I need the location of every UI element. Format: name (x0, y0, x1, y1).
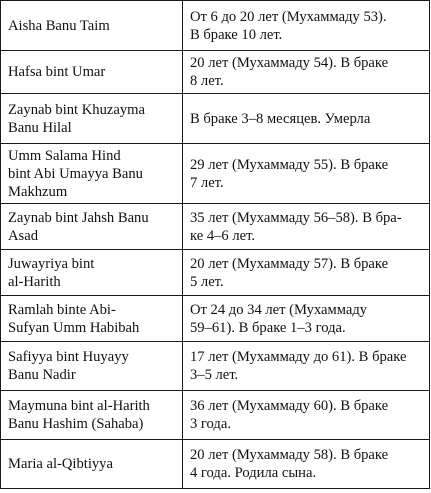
name-cell: Umm Salama Hind bint Abi Umayya Banu Makhzum (1, 144, 183, 204)
table-row (1, 440, 430, 489)
table-row (1, 94, 430, 144)
info-cell: 35 лет (Мухаммаду 56–58). В бра- ке 4–6 лет. (182, 204, 429, 250)
info-cell: 20 лет (Мухаммаду 54). В браке 8 лет. (182, 51, 429, 94)
name-cell: Juwayriya bint al-Harith (1, 250, 183, 296)
table-row (1, 391, 430, 440)
table-row (1, 144, 430, 204)
name-cell: Zaynab bint Jahsh Banu Asad (1, 204, 183, 250)
info-cell: От 6 до 20 лет (Мухаммаду 53). В браке 10 лет. (182, 1, 429, 51)
table-row (1, 1, 430, 51)
info-cell: В браке 3–8 месяцев. Умерла (182, 94, 429, 144)
name-cell: Hafsa bint Umar (1, 51, 183, 94)
info-cell: 20 лет (Мухаммаду 58). В браке 4 года. Родила сына. (182, 440, 429, 489)
name-cell: Zaynab bint Khuzayma Banu Hilal (1, 94, 183, 144)
info-cell: 20 лет (Мухаммаду 57). В браке 5 лет. (182, 250, 429, 296)
info-cell: От 24 до 34 лет (Мухаммаду 59–61). В браке 1–3 года. (182, 296, 429, 342)
name-cell: Maymuna bint al-Harith Banu Hashim (Sahaba) (1, 391, 183, 440)
name-cell: Safiyya bint Huyayy Banu Nadir (1, 342, 183, 391)
table-row (1, 296, 430, 342)
info-cell: 36 лет (Мухаммаду 60). В браке 3 года. (182, 391, 429, 440)
name-cell: Maria al-Qibtiyya (1, 440, 183, 489)
table-row (1, 342, 430, 391)
name-cell: Ramlah binte Abi- Sufyan Umm Habibah (1, 296, 183, 342)
name-cell: Aisha Banu Taim (1, 1, 183, 51)
table-row (1, 250, 430, 296)
table-row (1, 204, 430, 250)
info-cell: 17 лет (Мухаммаду до 61). В браке 3–5 лет. (182, 342, 429, 391)
table-row (1, 51, 430, 94)
info-cell: 29 лет (Мухаммаду 55). В браке 7 лет. (182, 144, 429, 204)
